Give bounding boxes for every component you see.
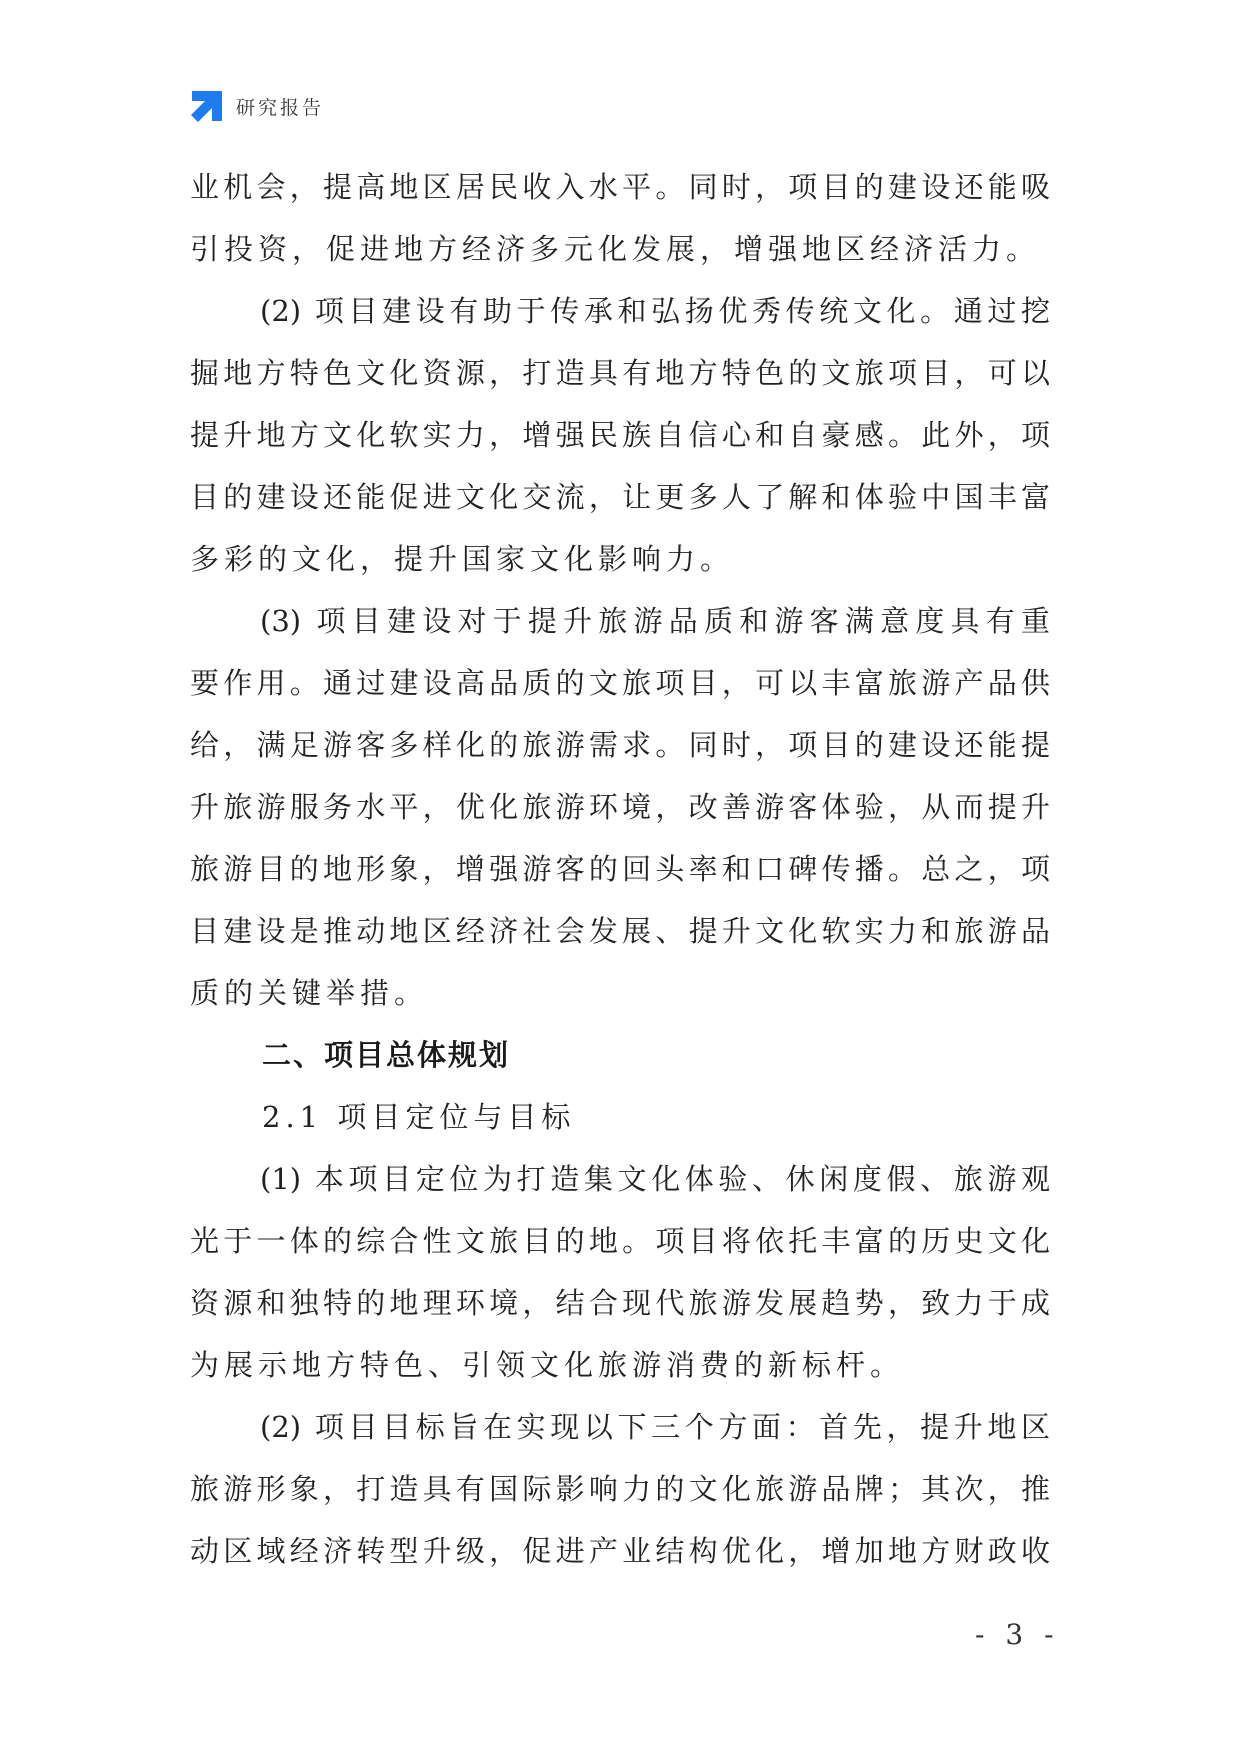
paragraph-line: 动区域经济转型升级，促进产业结构优化，增加地方财政收	[190, 1534, 1050, 1568]
section-heading: 二、项目总体规划	[262, 1038, 511, 1072]
paragraph-line: 多彩的文化，提升国家文化影响力。	[190, 542, 735, 576]
paragraph-line: 业机会，提高地区居民收入水平。同时，项目的建设还能吸	[190, 170, 1050, 204]
paragraph-line: 升旅游服务水平，优化旅游环境，改善游客体验，从而提升	[190, 790, 1050, 824]
paragraph-line: 提升地方文化软实力，增强民族自信心和自豪感。此外，项	[190, 418, 1050, 452]
paragraph-line: 目的建设还能促进文化交流，让更多人了解和体验中国丰富	[190, 480, 1050, 514]
paragraph-line: 质的关键举措。	[190, 976, 429, 1010]
page-header	[190, 88, 324, 124]
arrow-up-right-icon	[190, 89, 224, 123]
paragraph-line: (3) 项目建设对于提升旅游品质和游客满意度具有重	[260, 604, 1050, 638]
subsection-heading: 2.1 项目定位与目标	[262, 1100, 576, 1134]
paragraph-line: 给，满足游客多样化的旅游需求。同时，项目的建设还能提	[190, 728, 1050, 762]
document-body	[190, 156, 1050, 1582]
paragraph-line: 光于一体的综合性文旅目的地。项目将依托丰富的历史文化	[190, 1224, 1050, 1258]
paragraph-line: 目建设是推动地区经济社会发展、提升文化软实力和旅游品	[190, 914, 1050, 948]
paragraph-line: 要作用。通过建设高品质的文旅项目，可以丰富旅游产品供	[190, 666, 1050, 700]
paragraph-line: (2) 项目目标旨在实现以下三个方面：首先，提升地区	[260, 1410, 1050, 1444]
paragraph-line: 引投资，促进地方经济多元化发展，增强地区经济活力。	[190, 232, 1041, 266]
paragraph-line: (1) 本项目定位为打造集文化体验、休闲度假、旅游观	[260, 1162, 1050, 1196]
header-title: 研究报告	[236, 96, 325, 119]
page-number: - 3 -	[975, 1618, 1060, 1651]
paragraph-line: 旅游目的地形象，增强游客的回头率和口碑传播。总之，项	[190, 852, 1050, 886]
paragraph-line: 为展示地方特色、引领文化旅游消费的新标杆。	[190, 1348, 905, 1382]
paragraph-line: 旅游形象，打造具有国际影响力的文化旅游品牌；其次，推	[190, 1472, 1050, 1506]
paragraph-line: 资源和独特的地理环境，结合现代旅游发展趋势，致力于成	[190, 1286, 1050, 1320]
paragraph-line: 掘地方特色文化资源，打造具有地方特色的文旅项目，可以	[190, 356, 1050, 390]
paragraph-line: (2) 项目建设有助于传承和弘扬优秀传统文化。通过挖	[260, 294, 1050, 328]
